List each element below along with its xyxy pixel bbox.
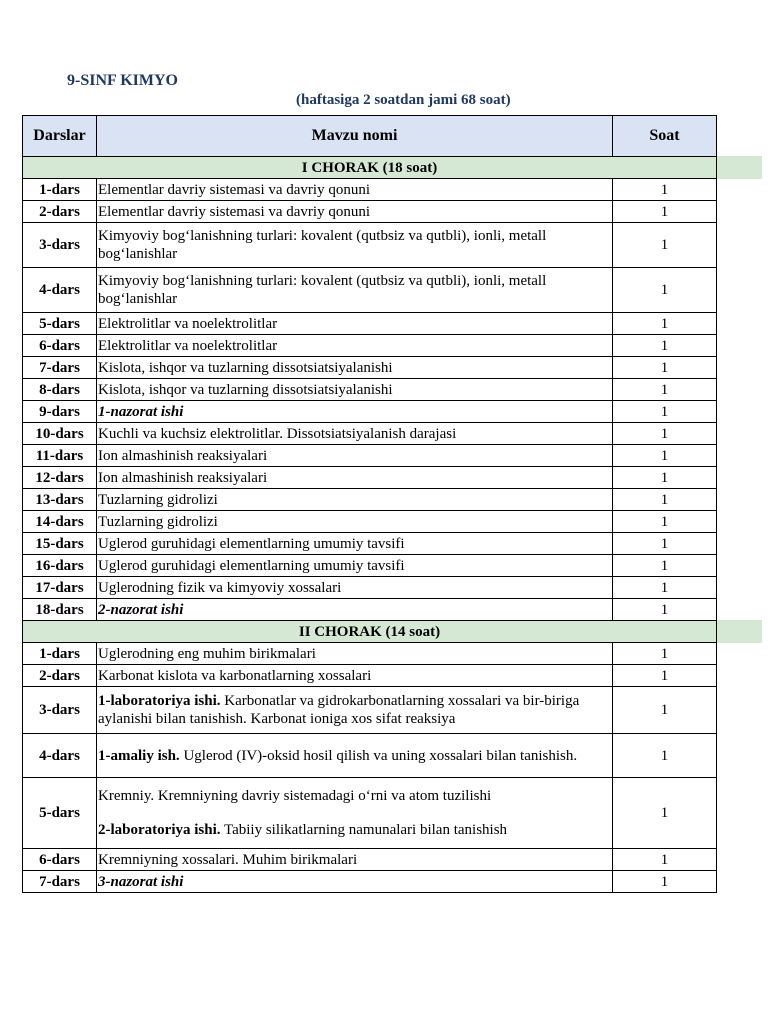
lesson-topic: Elektrolitlar va noelektrolitlar [97, 335, 613, 357]
table-row [23, 223, 717, 268]
lesson-topic: Kuchli va kuchsiz elektrolitlar. Dissotsiatsiyalanish darajasi [97, 423, 613, 445]
lesson-number: 1-dars [23, 179, 97, 201]
lesson-number: 12-dars [23, 467, 97, 489]
header-darslar: Darslar [23, 116, 97, 157]
lesson-number: 2-dars [23, 665, 97, 687]
table-row [23, 665, 717, 687]
lesson-topic: Uglerod guruhidagi elementlarning umumiy tavsifi [97, 533, 613, 555]
lesson-hours: 1 [613, 871, 717, 893]
lesson-hours: 1 [613, 849, 717, 871]
table-row [23, 734, 717, 778]
lesson-hours: 1 [613, 577, 717, 599]
section-fill [717, 156, 762, 179]
table-row [23, 577, 717, 599]
lesson-topic-bold: 1-amaliy ish. [98, 747, 180, 764]
lesson-topic: Ion almashinish reaksiyalari [97, 467, 613, 489]
table-row [23, 401, 717, 423]
lesson-number: 5-dars [23, 313, 97, 335]
lesson-number: 8-dars [23, 379, 97, 401]
table-row [23, 268, 717, 313]
lesson-number: 4-dars [23, 734, 97, 778]
lesson-topic: 1-nazorat ishi [97, 401, 613, 423]
lesson-number: 13-dars [23, 489, 97, 511]
section-label: II CHORAK (14 soat) [298, 623, 441, 640]
section-row [23, 157, 717, 179]
lesson-topic: Uglerodning fizik va kimyoviy xossalari [97, 577, 613, 599]
page-subtitle: (haftasiga 2 soatdan jami 68 soat) [296, 92, 511, 108]
section-fill [717, 620, 762, 643]
lesson-number: 4-dars [23, 268, 97, 313]
section-header [23, 621, 717, 643]
lesson-number: 5-dars [23, 778, 97, 849]
lesson-topic [97, 734, 613, 778]
lesson-hours: 1 [613, 423, 717, 445]
lesson-hours: 1 [613, 599, 717, 621]
lesson-topic: Kremniyning xossalari. Muhim birikmalari [97, 849, 613, 871]
lesson-topic-text: Uglerod (IV)-oksid hosil qilish va uning xossalari bilan tanishish. [179, 747, 578, 764]
lesson-hours: 1 [613, 555, 717, 577]
lesson-number: 17-dars [23, 577, 97, 599]
table-row [23, 445, 717, 467]
lesson-topic: 2-nazorat ishi [97, 599, 613, 621]
lesson-number: 3-dars [23, 223, 97, 268]
table-row [23, 335, 717, 357]
lesson-topic-bold: 1-laboratoriya ishi. [98, 693, 221, 709]
table-row [23, 379, 717, 401]
lesson-topic: Elementlar davriy sistemasi va davriy qonuni [97, 201, 613, 223]
table-row [23, 357, 717, 379]
lesson-hours: 1 [613, 778, 717, 849]
lesson-hours: 1 [613, 179, 717, 201]
lesson-topic: Kimyoviy bog‘lanishning turlari: kovalent (qutbsiz va qutbli), ionli, metall bog‘lanishlar [97, 223, 613, 268]
lesson-hours: 1 [613, 268, 717, 313]
lesson-number: 15-dars [23, 533, 97, 555]
lesson-hours: 1 [613, 489, 717, 511]
lesson-topic: Karbonat kislota va karbonatlarning xossalari [97, 665, 613, 687]
lesson-hours: 1 [613, 643, 717, 665]
section-header [23, 157, 717, 179]
section-label: I CHORAK (18 soat) [301, 159, 438, 176]
table-row [23, 533, 717, 555]
lesson-number: 14-dars [23, 511, 97, 533]
table-row [23, 511, 717, 533]
section-row [23, 621, 717, 643]
lesson-plan-table [22, 115, 717, 893]
lesson-topic: Elementlar davriy sistemasi va davriy qonuni [97, 179, 613, 201]
lesson-topic-text-2: Tabiiy silikatlarning namunalari bilan tanishish [220, 822, 508, 838]
table-row [23, 201, 717, 223]
table-row [23, 643, 717, 665]
table-row [23, 467, 717, 489]
lesson-topic: Elektrolitlar va noelektrolitlar [97, 313, 613, 335]
lesson-hours: 1 [613, 401, 717, 423]
header-soat: Soat [613, 116, 717, 157]
lesson-hours: 1 [613, 665, 717, 687]
lesson-hours: 1 [613, 445, 717, 467]
lesson-topic [97, 778, 613, 849]
lesson-topic: Tuzlarning gidrolizi [97, 489, 613, 511]
lesson-number: 2-dars [23, 201, 97, 223]
page-title: 9-SINF KIMYO [67, 72, 178, 89]
lesson-topic-gap [98, 805, 611, 821]
lesson-hours: 1 [613, 357, 717, 379]
header-mavzu-nomi: Mavzu nomi [97, 116, 613, 157]
lesson-topic: Kislota, ishqor va tuzlarning dissotsiatsiyalanishi [97, 379, 613, 401]
lesson-number: 6-dars [23, 849, 97, 871]
lesson-number: 6-dars [23, 335, 97, 357]
lesson-number: 18-dars [23, 599, 97, 621]
lesson-hours: 1 [613, 335, 717, 357]
lesson-hours: 1 [613, 467, 717, 489]
lesson-topic: Kimyoviy bog‘lanishning turlari: kovalent (qutbsiz va qutbli), ionli, metall bog‘lanishlar [97, 268, 613, 313]
lesson-topic: Tuzlarning gidrolizi [97, 511, 613, 533]
lesson-hours: 1 [613, 734, 717, 778]
table-row [23, 179, 717, 201]
lesson-number: 7-dars [23, 357, 97, 379]
lesson-number: 10-dars [23, 423, 97, 445]
lesson-hours: 1 [613, 533, 717, 555]
table-header-row [23, 116, 717, 157]
lesson-topic-text: Kremniy. Kremniyning davriy sistemadagi o‘rni va atom tuzilishi [98, 788, 492, 804]
lesson-hours: 1 [613, 379, 717, 401]
lesson-hours: 1 [613, 313, 717, 335]
lesson-topic: Uglerod guruhidagi elementlarning umumiy tavsifi [97, 555, 613, 577]
table-row [23, 423, 717, 445]
table-row [23, 849, 717, 871]
table-row [23, 555, 717, 577]
lesson-hours: 1 [613, 687, 717, 734]
table-row [23, 599, 717, 621]
table-row [23, 313, 717, 335]
table-row [23, 687, 717, 734]
lesson-topic: Uglerodning eng muhim birikmalari [97, 643, 613, 665]
lesson-number: 16-dars [23, 555, 97, 577]
lesson-hours: 1 [613, 201, 717, 223]
lesson-topic-text: Karbonatlar va gidrokarbonatlarning xossalari va bir-biriga aylanishi bilan tanishish. Karbonat ioniga xos sifat reaksiya [98, 693, 580, 727]
lesson-topic: Kislota, ishqor va tuzlarning dissotsiatsiyalanishi [97, 357, 613, 379]
lesson-number: 1-dars [23, 643, 97, 665]
lesson-number: 11-dars [23, 445, 97, 467]
lesson-hours: 1 [613, 511, 717, 533]
lesson-topic: 3-nazorat ishi [97, 871, 613, 893]
lesson-number: 9-dars [23, 401, 97, 423]
lesson-topic [97, 687, 613, 734]
table-row [23, 778, 717, 849]
table-row [23, 489, 717, 511]
table-row [23, 871, 717, 893]
lesson-hours: 1 [613, 223, 717, 268]
lesson-topic-bold: 2-laboratoriya ishi. [98, 822, 221, 838]
lesson-topic: Ion almashinish reaksiyalari [97, 445, 613, 467]
lesson-number: 7-dars [23, 871, 97, 893]
lesson-number: 3-dars [23, 687, 97, 734]
